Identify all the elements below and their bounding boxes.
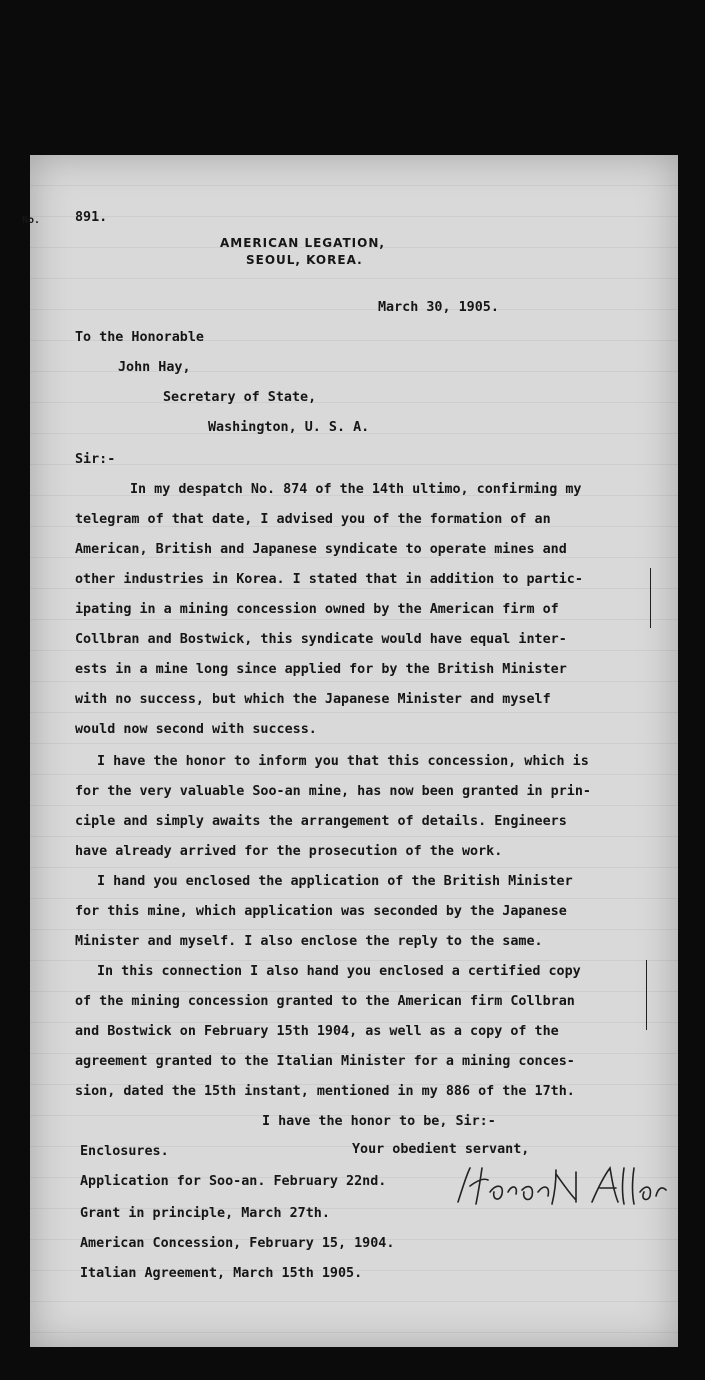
address-line: John Hay, <box>118 360 191 375</box>
closing-line: I have the honor to be, Sir:- <box>262 1114 496 1129</box>
body-line: and Bostwick on February 15th 1904, as well as a copy of the <box>75 1024 559 1039</box>
margin-line <box>646 960 647 1030</box>
enclosure-item: American Concession, February 15, 1904. <box>80 1236 395 1251</box>
closing-line: Your obedient servant, <box>352 1142 530 1157</box>
body-line: sion, dated the 15th instant, mentioned in my 886 of the 17th. <box>75 1084 575 1099</box>
body-line: agreement granted to the Italian Minister for a mining conces- <box>75 1054 575 1069</box>
body-line: telegram of that date, I advised you of the formation of an <box>75 512 551 527</box>
address-line: Washington, U. S. A. <box>208 420 370 435</box>
body-line: American, British and Japanese syndicate to operate mines and <box>75 542 567 557</box>
letter-date: March 30, 1905. <box>378 300 499 315</box>
body-line: other industries in Korea. I stated that in addition to partic- <box>75 572 583 587</box>
handwritten-signature <box>452 1162 670 1208</box>
enclosure-item: Grant in principle, March 27th. <box>80 1206 330 1221</box>
body-line: of the mining concession granted to the American firm Collbran <box>75 994 575 1009</box>
number-prefix: No. <box>22 215 41 226</box>
body-line: would now second with success. <box>75 722 317 737</box>
enclosure-item: Application for Soo-an. February 22nd. <box>80 1174 387 1189</box>
margin-line <box>650 568 651 628</box>
body-line: In this connection I also hand you enclosed a certified copy <box>97 964 581 979</box>
enclosure-item: Italian Agreement, March 15th 1905. <box>80 1266 363 1281</box>
body-line: for this mine, which application was seconded by the Japanese <box>75 904 567 919</box>
salutation: Sir:- <box>75 452 116 467</box>
body-line: for the very valuable Soo-an mine, has now been granted in prin- <box>75 784 591 799</box>
body-line: ciple and simply awaits the arrangement of details. Engineers <box>75 814 567 829</box>
address-line: Secretary of State, <box>163 390 317 405</box>
body-line: In my despatch No. 874 of the 14th ultimo, confirming my <box>130 482 582 497</box>
body-line: ipating in a mining concession owned by the American firm of <box>75 602 559 617</box>
body-line: I hand you enclosed the application of the British Minister <box>97 874 573 889</box>
body-line: Minister and myself. I also enclose the reply to the same. <box>75 934 543 949</box>
body-line: have already arrived for the prosecution of the work. <box>75 844 503 859</box>
body-line: I have the honor to inform you that this concession, which is <box>97 754 589 769</box>
body-line: ests in a mine long since applied for by the British Minister <box>75 662 567 677</box>
despatch-number: 891. <box>75 210 108 225</box>
address-line: To the Honorable <box>75 330 204 345</box>
body-line: Collbran and Bostwick, this syndicate would have equal inter- <box>75 632 567 647</box>
body-line: with no success, but which the Japanese Minister and myself <box>75 692 551 707</box>
letterhead-line2: SEOUL, KOREA. <box>246 253 363 267</box>
letterhead-line1: AMERICAN LEGATION, <box>220 236 385 250</box>
enclosures-label: Enclosures. <box>80 1144 169 1159</box>
